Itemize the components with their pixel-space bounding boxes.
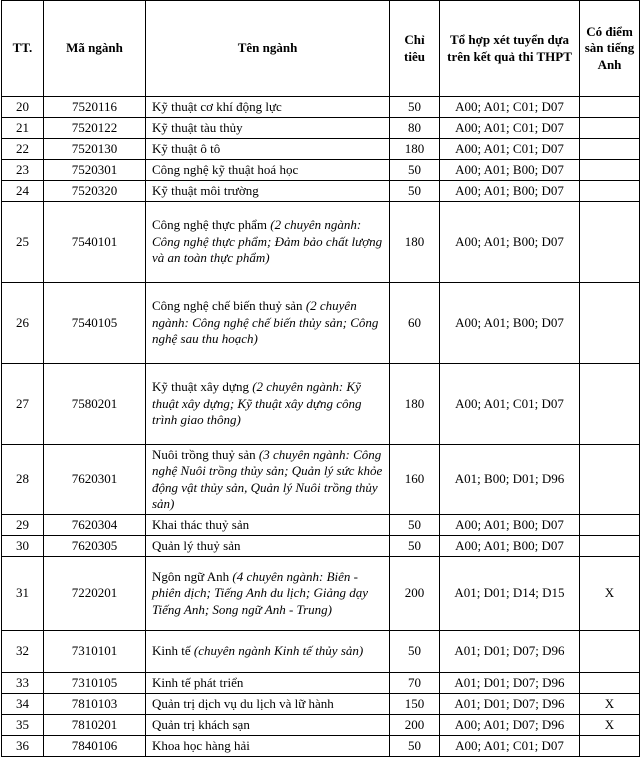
table-row <box>2 536 640 557</box>
row-english <box>580 364 640 445</box>
row-name-cell <box>146 673 390 694</box>
row-combo: A00; A01; C01; D07 <box>440 364 580 445</box>
table-body <box>2 97 640 757</box>
table-row <box>2 694 640 715</box>
row-quota: 60 <box>390 283 440 364</box>
row-combo: A00; A01; D07; D96 <box>440 715 580 736</box>
row-tt: 22 <box>2 139 44 160</box>
row-name: Quản lý thuỷ sản <box>152 537 241 553</box>
row-name: Kỹ thuật tàu thủy <box>152 119 243 135</box>
row-tt: 23 <box>2 160 44 181</box>
row-name: Kỹ thuật ô tô <box>152 140 221 156</box>
row-code: 7310105 <box>44 673 146 694</box>
row-english <box>580 283 640 364</box>
row-name: Ngôn ngữ Anh <box>152 568 230 584</box>
row-english <box>580 160 640 181</box>
row-code: 7620305 <box>44 536 146 557</box>
row-quota: 50 <box>390 736 440 757</box>
row-combo: A00; A01; B00; D07 <box>440 283 580 364</box>
table-row <box>2 715 640 736</box>
row-english <box>580 118 640 139</box>
row-name-cell <box>146 118 390 139</box>
row-combo: A01; D01; D07; D96 <box>440 631 580 673</box>
row-english <box>580 515 640 536</box>
row-combo: A00; A01; C01; D07 <box>440 97 580 118</box>
row-name: Nuôi trồng thuỷ sản <box>152 446 256 462</box>
row-quota: 50 <box>390 181 440 202</box>
table-row <box>2 97 640 118</box>
row-quota: 200 <box>390 715 440 736</box>
row-code: 7540101 <box>44 202 146 283</box>
row-combo: A00; A01; B00; D07 <box>440 160 580 181</box>
row-quota: 150 <box>390 694 440 715</box>
row-name-cell <box>146 715 390 736</box>
table-row <box>2 631 640 673</box>
row-code: 7810103 <box>44 694 146 715</box>
row-quota: 50 <box>390 160 440 181</box>
table-row <box>2 160 640 181</box>
row-code: 7520122 <box>44 118 146 139</box>
row-tt: 26 <box>2 283 44 364</box>
row-tt: 29 <box>2 515 44 536</box>
row-code: 7620304 <box>44 515 146 536</box>
row-specializations: (chuyên ngành Kinh tế thủy sản) <box>193 643 364 659</box>
table-row <box>2 364 640 445</box>
row-quota: 50 <box>390 631 440 673</box>
header-quota: Chỉ tiêu <box>390 1 440 97</box>
row-name: Kỹ thuật cơ khí động lực <box>152 98 282 114</box>
row-tt: 33 <box>2 673 44 694</box>
row-english: X <box>580 715 640 736</box>
row-code: 7520130 <box>44 139 146 160</box>
row-combo: A00; A01; B00; D07 <box>440 202 580 283</box>
row-english <box>580 181 640 202</box>
row-english <box>580 536 640 557</box>
row-name-cell <box>146 139 390 160</box>
row-combo: A00; A01; C01; D07 <box>440 736 580 757</box>
row-specializations: (2 chuyên ngành: Kỹ thuật xây dựng; Kỹ thuật xây dựng công trình giao thông) <box>152 379 362 428</box>
row-quota: 180 <box>390 139 440 160</box>
row-name: Khai thác thuỷ sản <box>152 516 250 532</box>
row-code: 7220201 <box>44 557 146 631</box>
row-tt: 28 <box>2 445 44 515</box>
row-english: X <box>580 557 640 631</box>
row-english <box>580 139 640 160</box>
row-tt: 27 <box>2 364 44 445</box>
row-name-cell <box>146 181 390 202</box>
header-code: Mã ngành <box>44 1 146 97</box>
row-name-cell <box>146 97 390 118</box>
row-english <box>580 736 640 757</box>
table-row <box>2 139 640 160</box>
row-name: Kỹ thuật môi trường <box>152 182 259 198</box>
header-name: Tên ngành <box>146 1 390 97</box>
row-name-cell <box>146 283 390 364</box>
row-name: Công nghệ thực phẩm <box>152 217 268 233</box>
row-name: Quản trị dịch vụ du lịch và lữ hành <box>152 695 334 711</box>
row-quota: 50 <box>390 536 440 557</box>
table-row <box>2 557 640 631</box>
row-tt: 30 <box>2 536 44 557</box>
table-row <box>2 673 640 694</box>
row-code: 7310101 <box>44 631 146 673</box>
header-row <box>2 1 640 97</box>
row-name: Công nghệ chế biến thuỷ sản <box>152 298 303 314</box>
row-tt: 36 <box>2 736 44 757</box>
row-name-cell <box>146 202 390 283</box>
row-quota: 50 <box>390 97 440 118</box>
row-combo: A00; A01; C01; D07 <box>440 139 580 160</box>
row-name-cell <box>146 736 390 757</box>
row-specializations: (4 chuyên ngành: Biên - phiên dịch; Tiếng Anh du lịch; Giảng dạy Tiếng Anh; Song ngữ Anh - Trung) <box>152 568 369 617</box>
row-code: 7540105 <box>44 283 146 364</box>
row-code: 7840106 <box>44 736 146 757</box>
row-name: Công nghệ kỹ thuật hoá học <box>152 161 299 177</box>
row-tt: 24 <box>2 181 44 202</box>
row-name-cell <box>146 160 390 181</box>
row-name-cell <box>146 631 390 673</box>
row-code: 7810201 <box>44 715 146 736</box>
row-name-cell <box>146 445 390 515</box>
header-combo: Tổ hợp xét tuyển dựa trên kết quả thi THPT <box>440 1 580 97</box>
row-tt: 31 <box>2 557 44 631</box>
row-combo: A00; A01; B00; D07 <box>440 181 580 202</box>
row-name: Kinh tế <box>152 643 191 659</box>
row-combo: A00; A01; B00; D07 <box>440 515 580 536</box>
row-code: 7620301 <box>44 445 146 515</box>
row-combo: A00; A01; B00; D07 <box>440 536 580 557</box>
row-english <box>580 445 640 515</box>
table-row <box>2 118 640 139</box>
row-combo: A01; D01; D14; D15 <box>440 557 580 631</box>
row-tt: 35 <box>2 715 44 736</box>
row-name-cell <box>146 694 390 715</box>
row-name-cell <box>146 364 390 445</box>
row-name-cell <box>146 536 390 557</box>
row-english: X <box>580 694 640 715</box>
row-english <box>580 631 640 673</box>
row-code: 7520116 <box>44 97 146 118</box>
row-tt: 20 <box>2 97 44 118</box>
table-row <box>2 445 640 515</box>
table-row <box>2 736 640 757</box>
row-name: Kỹ thuật xây dựng <box>152 379 249 395</box>
row-name: Kinh tế phát triển <box>152 674 244 690</box>
row-quota: 80 <box>390 118 440 139</box>
row-quota: 160 <box>390 445 440 515</box>
table-row <box>2 515 640 536</box>
row-code: 7520301 <box>44 160 146 181</box>
row-combo: A01; D01; D07; D96 <box>440 673 580 694</box>
table-row <box>2 181 640 202</box>
row-quota: 50 <box>390 515 440 536</box>
row-tt: 32 <box>2 631 44 673</box>
row-tt: 25 <box>2 202 44 283</box>
header-tt: TT. <box>2 1 44 97</box>
admissions-table <box>1 0 640 757</box>
row-name-cell <box>146 515 390 536</box>
row-english <box>580 202 640 283</box>
table-row <box>2 283 640 364</box>
row-tt: 34 <box>2 694 44 715</box>
row-combo: A00; A01; C01; D07 <box>440 118 580 139</box>
row-english <box>580 673 640 694</box>
row-name-cell <box>146 557 390 631</box>
header-english: Có điểm sàn tiếng Anh <box>580 1 640 97</box>
row-specializations: (2 chuyên ngành: Công nghệ chế biến thủy sản; Công nghệ sau thu hoạch) <box>152 298 379 347</box>
row-quota: 180 <box>390 364 440 445</box>
row-code: 7520320 <box>44 181 146 202</box>
row-name: Khoa học hàng hải <box>152 737 250 753</box>
row-code: 7580201 <box>44 364 146 445</box>
row-specializations: (3 chuyên ngành: Công nghệ Nuôi trồng thủy sản; Quản lý sức khỏe động vật thủy sản, Quản lý Nuôi trồng thủy sản) <box>152 446 383 511</box>
row-quota: 180 <box>390 202 440 283</box>
table-row <box>2 202 640 283</box>
row-combo: A01; B00; D01; D96 <box>440 445 580 515</box>
row-tt: 21 <box>2 118 44 139</box>
row-specializations: (2 chuyên ngành: Công nghệ thực phẩm; Đảm bảo chất lượng và an toàn thực phẩm) <box>152 217 383 266</box>
row-english <box>580 97 640 118</box>
row-combo: A01; D01; D07; D96 <box>440 694 580 715</box>
row-quota: 70 <box>390 673 440 694</box>
row-quota: 200 <box>390 557 440 631</box>
row-name: Quản trị khách sạn <box>152 716 250 732</box>
